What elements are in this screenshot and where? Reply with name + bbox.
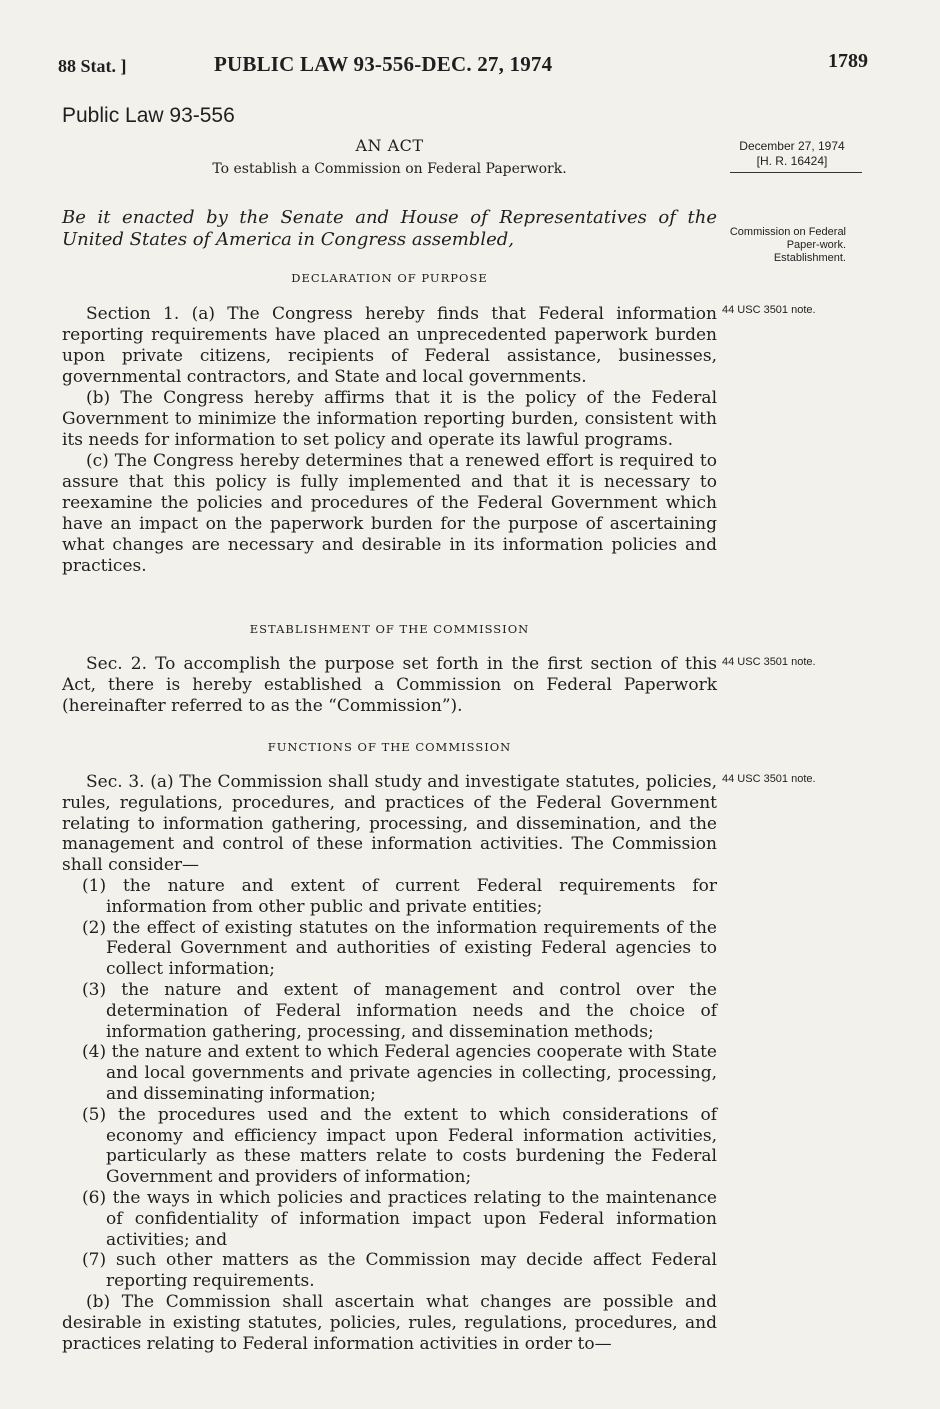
act-heading: AN ACT — [355, 136, 424, 155]
list-item: (2) the effect of existing statutes on the information requirements of the Federal Government and authorities of existing Federal agencies to collect information; — [82, 917, 717, 980]
list-item: (4) the nature and extent to which Federal agencies cooperate with State and local governments and private agencies in collecting, processing, and disseminating information; — [82, 1042, 717, 1104]
list-item: (1) the nature and extent of current Federal requirements for information from other public and private entities; — [82, 875, 717, 917]
enacting-clause: Be it enacted by the Senate and House of Representatives of the United States of America in Congress assembled, — [62, 207, 717, 250]
section-1-b: (b) The Congress hereby affirms that it is the policy of the Federal Government to minimize the information reporting burden, consistent with its needs for information to set policy and operate its lawful programs. — [62, 388, 717, 450]
margin-date-block — [722, 139, 862, 169]
margin-note-usc-2: 44 USC 3501 note. — [722, 656, 816, 668]
section-2 — [62, 654, 717, 717]
heading-establishment: ESTABLISHMENT OF THE COMMISSION — [249, 622, 530, 636]
list-item: (5) the procedures used and the extent to which considerations of economy and efficiency impact upon Federal information activities, particularly as these matters relate to costs burdening the Federal Government and providers of information; — [82, 1104, 717, 1188]
margin-note-usc-3: 44 USC 3501 note. — [722, 773, 816, 785]
header-title: PUBLIC LAW 93-556-DEC. 27, 1974 — [214, 52, 553, 76]
section-1-a: Section 1. (a) The Congress hereby finds that Federal information reporting requirements have placed an unprecedented paperwork burden upon private citizens, recipients of Federal assistance, businesses, governmental contractors, and State and local governments. — [62, 304, 717, 387]
section-3 — [62, 772, 717, 1354]
heading-functions: FUNCTIONS OF THE COMMISSION — [267, 740, 512, 754]
section-1 — [62, 304, 717, 577]
law-number: Public Law 93-556 — [62, 104, 235, 127]
margin-bill: [H. R. 16424] — [756, 154, 828, 168]
running-header — [58, 50, 868, 80]
list-item: (3) the nature and extent of management and control over the determination of Federal information needs and the choice of information gathering, processing, and dissemination methods; — [82, 979, 717, 1042]
act-purpose: To establish a Commission on Federal Paperwork. — [212, 161, 567, 177]
section-3-b: (b) The Commission shall ascertain what changes are possible and desirable in existing statutes, policies, rules, regulations, procedures, and practices relating to Federal information activities in order to— — [62, 1291, 717, 1354]
list-item: (6) the ways in which policies and practices relating to the maintenance of confidentiality of information impact upon Federal information activities; and — [82, 1187, 717, 1250]
margin-rule — [730, 172, 862, 173]
margin-note-usc-1: 44 USC 3501 note. — [722, 304, 816, 316]
section-2-text: Sec. 2. To accomplish the purpose set forth in the first section of this Act, there is hereby established a Commission on Federal Paperwork (hereinafter referred to as the “Commission”). — [62, 654, 717, 716]
statute-volume: 88 Stat. ] — [58, 56, 127, 76]
list-item: (7) such other matters as the Commission may decide affect Federal reporting requirements. — [82, 1250, 717, 1292]
margin-note-commission: Commission on Federal Paper-work. Establishment. — [729, 226, 846, 264]
margin-date: December 27, 1974 — [739, 139, 845, 153]
section-3-a: Sec. 3. (a) The Commission shall study and investigate statutes, policies, rules, regulations, procedures, and practices of the Federal Government relating to information gathering, processing, and dissemination, and the management and control of these information activities. The Commission shall consider— — [62, 772, 717, 876]
page-number: 1789 — [828, 50, 868, 72]
heading-declaration: DECLARATION OF PURPOSE — [291, 271, 488, 285]
section-1-c: (c) The Congress hereby determines that a renewed effort is required to assure that this policy is fully implemented and that it is necessary to reexamine the policies and procedures of the Federal Government which have an impact on the paperwork burden for the purpose of ascertaining what changes are necessary and desirable in its information policies and practices. — [62, 451, 717, 576]
